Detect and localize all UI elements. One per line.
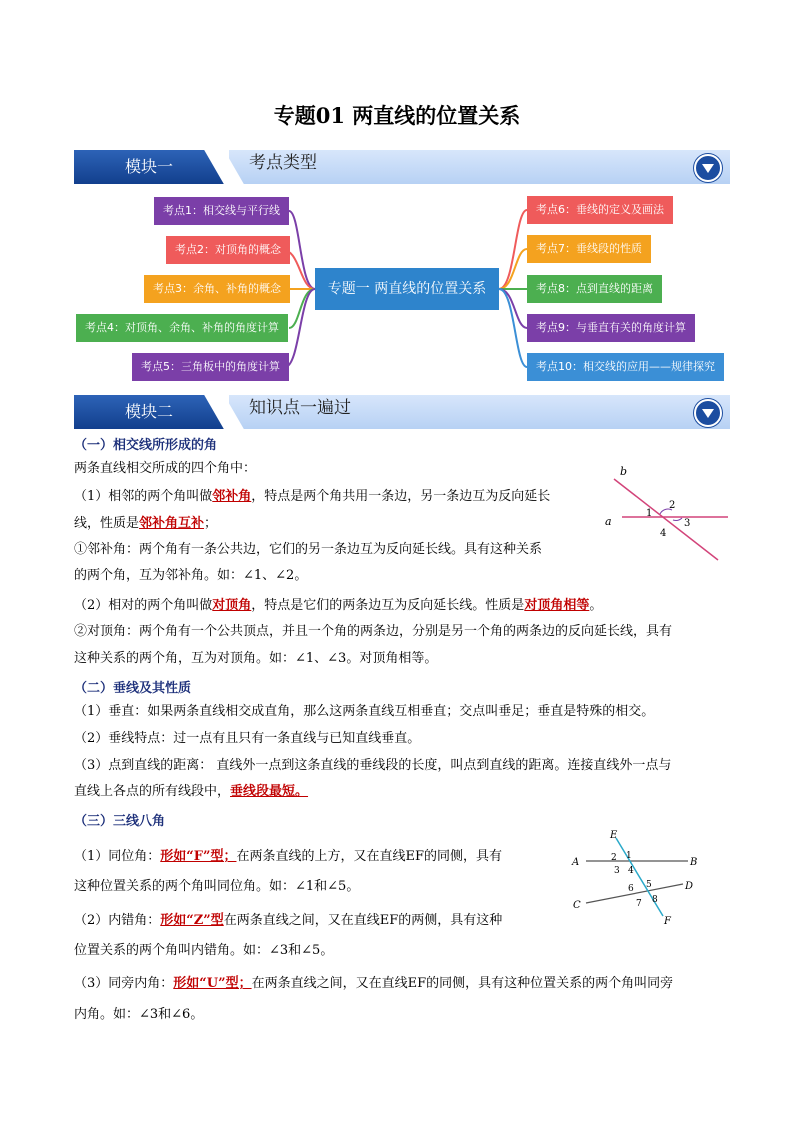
section1-line: （2）相对的两个角叫做对顶角，特点是它们的两条边互为反向延长线。性质是对顶角相等。 bbox=[74, 598, 603, 613]
section1-heading: （一）相交线所形成的角 bbox=[74, 438, 218, 453]
section2-line: （1）垂直：如果两条直线相交成直角，那么这两条直线互相垂直；交点叫垂足；垂直是特殊的相交。 bbox=[74, 704, 655, 719]
mindmap-node-left-3: 考点3：余角、补角的概念 bbox=[144, 275, 290, 303]
section1-line: 两条直线相交所成的四个角中： bbox=[74, 461, 257, 476]
angle-2: 2 bbox=[611, 853, 617, 863]
angle-4: 4 bbox=[628, 866, 634, 876]
mindmap-node-left-4: 考点4：对顶角、余角、补角的角度计算 bbox=[76, 314, 288, 342]
module2-tag: 模块二 bbox=[74, 395, 224, 429]
section2-line: （2）垂线特点：过一点有且只有一条直线与已知直线垂直。 bbox=[74, 731, 421, 746]
label-E: E bbox=[610, 830, 618, 841]
angle-4: 4 bbox=[660, 528, 667, 539]
label-B: B bbox=[690, 857, 698, 868]
mindmap-node-left-1: 考点1：相交线与平行线 bbox=[154, 197, 289, 225]
section1-line: ①邻补角：两个角有一条公共边，它们的另一条边互为反向延长线。具有这种关系 bbox=[74, 542, 543, 557]
angle-3: 3 bbox=[684, 518, 691, 529]
label-F: F bbox=[664, 916, 671, 927]
module2-banner bbox=[74, 395, 730, 429]
angle-6: 6 bbox=[628, 884, 634, 894]
section3-heading: （三）三线八角 bbox=[74, 814, 166, 829]
mindmap-node-left-2: 考点2：对顶角的概念 bbox=[166, 236, 290, 264]
section2-line: 直线上各点的所有线段中，垂线段最短。 bbox=[74, 784, 309, 799]
mindmap-node-right-2: 考点7：垂线段的性质 bbox=[527, 235, 651, 263]
section2-heading: （二）垂线及其性质 bbox=[74, 681, 192, 696]
mindmap-node-right-1: 考点6：垂线的定义及画法 bbox=[527, 196, 673, 224]
section1-line: ②对顶角：两个角有一个公共顶点，并且一个角的两条边，分别是另一个角的两条边的反向延长线，具有 bbox=[74, 624, 673, 639]
angle-1: 1 bbox=[646, 508, 653, 519]
module1-label: 考点类型 bbox=[249, 153, 317, 173]
section1-line: （1）相邻的两个角叫做邻补角，特点是两个角共用一条边，另一条边互为反向延长 bbox=[74, 489, 551, 504]
section3-line: 这种位置关系的两个角叫同位角。如：∠1和∠5。 bbox=[74, 879, 360, 894]
angle-5: 5 bbox=[646, 880, 652, 890]
module2-label: 知识点一遍过 bbox=[249, 398, 351, 418]
angle-2: 2 bbox=[669, 500, 676, 511]
mindmap-node-right-4: 考点9：与垂直有关的角度计算 bbox=[527, 314, 695, 342]
angle-3: 3 bbox=[614, 866, 620, 876]
mindmap-node-left-5: 考点5：三角板中的角度计算 bbox=[132, 353, 289, 381]
highlight-term: 对顶角相等 bbox=[524, 598, 590, 613]
label-b: b bbox=[620, 465, 628, 478]
label-A: A bbox=[572, 857, 580, 868]
highlight-term: 垂线段最短。 bbox=[230, 784, 309, 799]
highlight-term: 形如“Z”型 bbox=[160, 913, 224, 928]
section1-line: 这种关系的两个角，互为对顶角。如：∠1、∠3。对顶角相等。 bbox=[74, 651, 438, 666]
section3-line: 位置关系的两个角叫内错角。如：∠3和∠5。 bbox=[74, 943, 334, 958]
label-a: a bbox=[605, 515, 612, 528]
label-D: D bbox=[685, 881, 694, 892]
module1-tag: 模块一 bbox=[74, 150, 224, 184]
section3-line: （1）同位角：形如“F”型；在两条直线的上方，又在直线EF的同侧，具有 bbox=[74, 849, 502, 864]
section2-line: （3）点到直线的距离： 直线外一点到这条直线的垂线段的长度，叫点到直线的距离。连接直线外一点与 bbox=[74, 758, 672, 773]
highlight-term: 邻补角 bbox=[212, 489, 252, 504]
highlight-term: 邻补角互补 bbox=[139, 516, 205, 531]
collapse-down-icon[interactable] bbox=[694, 399, 722, 427]
intersecting-lines-figure bbox=[600, 462, 735, 567]
highlight-term: 形如“F”型； bbox=[160, 849, 237, 864]
three-lines-eight-angles-figure bbox=[568, 828, 708, 928]
angle-8: 8 bbox=[652, 895, 658, 905]
label-C: C bbox=[573, 900, 581, 911]
angle-7: 7 bbox=[636, 899, 642, 909]
mindmap-node-right-5: 考点10：相交线的应用——规律探究 bbox=[527, 353, 724, 381]
section3-line: 内角。如：∠3和∠6。 bbox=[74, 1007, 204, 1022]
highlight-term: 形如“U”型； bbox=[173, 976, 252, 991]
section3-line: （2）内错角：形如“Z”型在两条直线之间，又在直线EF的两侧，具有这种 bbox=[74, 913, 503, 928]
page-title: 专题01 两直线的位置关系 bbox=[273, 103, 521, 128]
highlight-term: 对顶角 bbox=[212, 598, 252, 613]
section1-line: 线，性质是邻补角互补； bbox=[74, 516, 218, 531]
mindmap-center: 专题一 两直线的位置关系 bbox=[315, 268, 499, 310]
mindmap-node-right-3: 考点8：点到直线的距离 bbox=[527, 275, 662, 303]
angle-1: 1 bbox=[626, 851, 632, 861]
section3-line: （3）同旁内角：形如“U”型；在两条直线之间，又在直线EF的同侧，具有这种位置关系的两个角叫同旁 bbox=[74, 976, 674, 991]
section1-line: 的两个角，互为邻补角。如：∠1、∠2。 bbox=[74, 568, 308, 583]
